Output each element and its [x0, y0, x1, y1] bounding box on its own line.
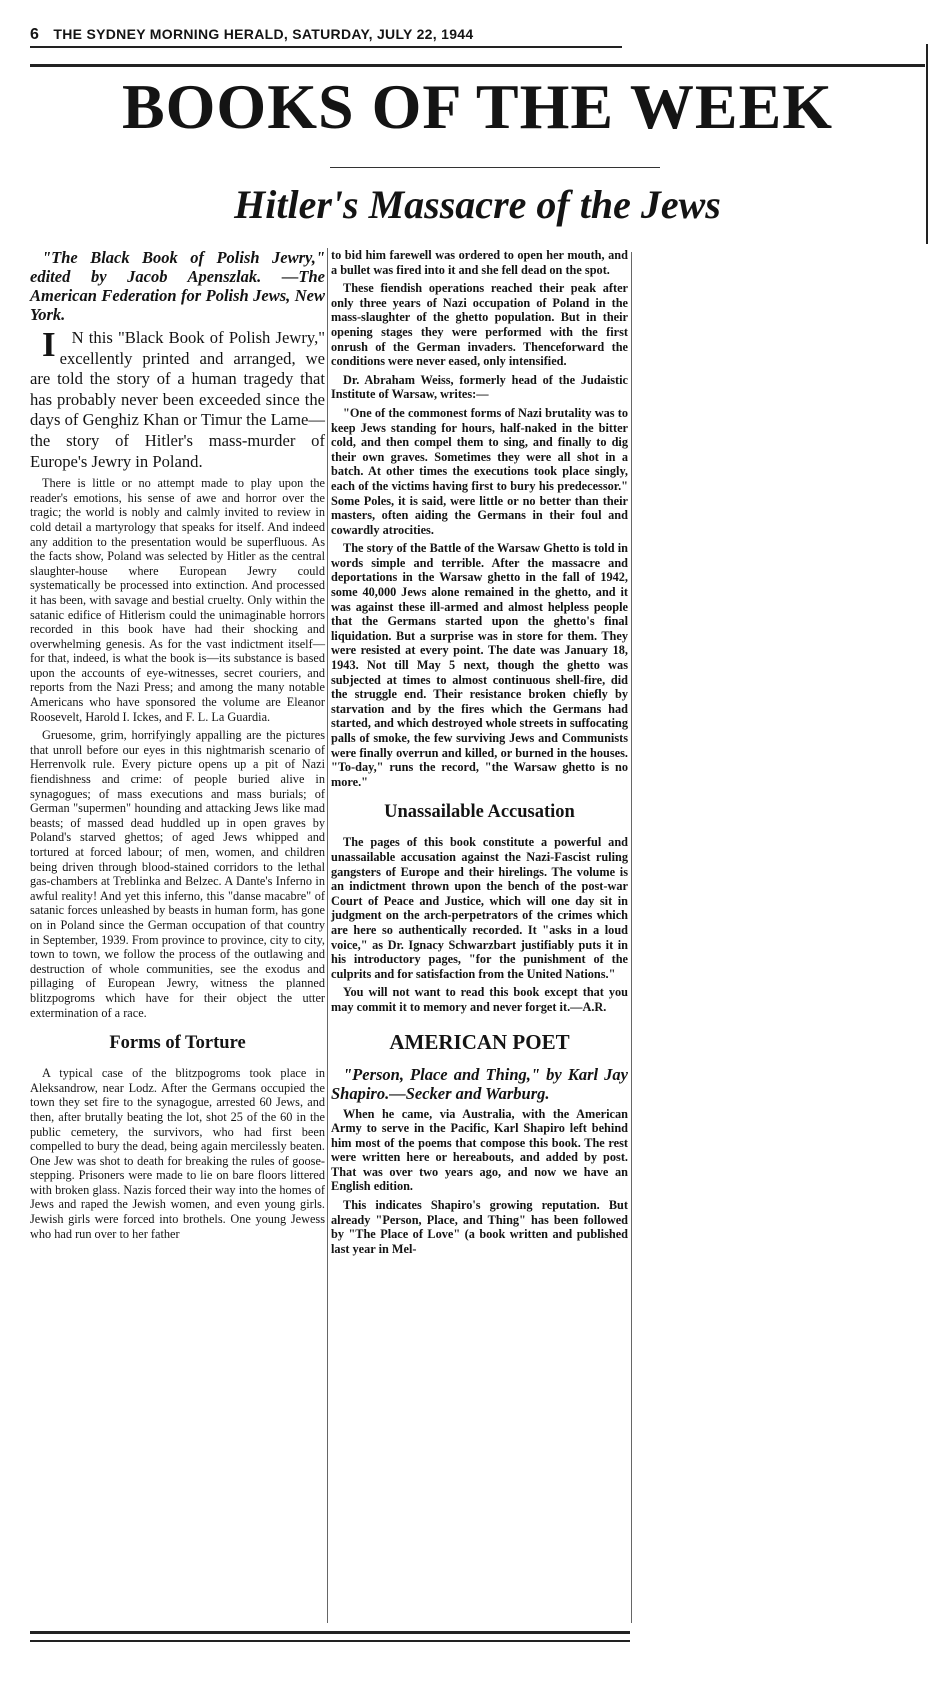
column-rule-right — [631, 252, 632, 1623]
second-article-headline: AMERICAN POET — [389, 1029, 570, 1054]
body-paragraph: A typical case of the blitzpogroms took place in Aleksandrow, near Lodz. After the Germans occupied the town they set fire to the synagogue, arrested 60 Jews, and then, after brutally beating the lot, shot 25 of the 60 in the public cemetery, the survivors, who had first been compelled to bury the dead, being again mercilessly beaten. One Jew was shot to death for breaking the rules of goose-stepping. Prisoners were made to lie on bare floors littered with broken glass. Nazis forced their way into the homes of Jews and raped the Jewish women, and even young girls. Jewish girls were forced into brothels. One young Jewess who had run over to her father — [30, 1066, 325, 1241]
body-paragraph: These fiendish operations reached their peak after only three years of Nazi occupation of Poland in the mass-slaughter of the ghetto population. But in their opening stages they were performed with the first onrush of the German invaders. Thenceforward the conditions were never eased, only intensified. — [331, 281, 628, 369]
body-paragraph: "One of the commonest forms of Nazi brutality was to keep Jews standing for hours, half-naked in the bitter cold, and then compel them to sing, and finally to dig their own graves. Sometimes they were all shot in a batch. At other times the executions took place singly, each of the victims having first to bury his predecessor." Some Poles, it is said, were little or no better than their masters, often aiding the Germans in their foul and cowardly atrocities. — [331, 405, 628, 537]
book-credit: "The Black Book of Polish Jewry," edited by Jacob Apenszlak. —The American Federation for Polish Jews, New York. — [30, 248, 325, 324]
body-paragraph: The pages of this book constitute a powerful and unassailable accusation against the Nazi-Fascist ruling gangsters of Europe and their hirelings. The volume is an indictment thrown upon the bench of the post-war Court of Peace and Justice, which will one day sit in judgment on the arch-perpetrators of the crimes which are here so authentically recorded. It "asks in a loud voice," as Dr. Ignacy Schwarzbart justifiably puts it in his introductory pages, "for the punishment of the culprits and for satisfaction from the United Nations." — [331, 835, 628, 981]
body-paragraph: There is little or no attempt made to play upon the reader's emotions, his sense of awe and horror over the tragic; the world is nobly and calmly invited to review in cold detail a martyrology that speaks for itself. And indeed any addition to the presentation would be superfluous. As the facts show, Poland was selected by Hitler as the central slaughter-house where European Jewry could systematically be processed into extinction. And processed it has been, with savage and bestial cruelty. Only within the satanic edifice of Hitlerism could the unimaginable horrors recorded in this book have had their shocking and overwhelming genesis. As for the vast indictment itself—for that, indeed, is what the book is—its substance is based upon the accounts of eye-witnesses, secret couriers, and reports from the Nazi Press; and among the many notable Americans who have sponsored the volume are Eleanor Roosevelt, Harold I. Ickes, and F. L. La Guardia. — [30, 476, 325, 724]
column-1 — [30, 248, 325, 1245]
body-paragraph: When he came, via Australia, with the American Army to serve in the Pacific, Karl Shapiro left behind him most of the poems that compose this book. The rest were written here or hereabouts, and added by post. That was over two years ago, and now we have an English edition. — [331, 1106, 628, 1194]
second-book-credit: "Person, Place and Thing," by Karl Jay Shapiro.—Secker and Warburg. — [331, 1064, 628, 1103]
top-rule — [30, 64, 925, 67]
title-rule — [330, 167, 660, 168]
subhead-unassailable-accusation: Unassailable Accusation — [384, 802, 575, 823]
section-title: BOOKS OF THE WEEK — [121, 71, 834, 142]
bottom-rule — [30, 1631, 630, 1634]
body-paragraph: Dr. Abraham Weiss, formerly head of the Judaistic Institute of Warsaw, writes:— — [331, 372, 628, 402]
body-paragraph: You will not want to read this book except that you may commit it to memory and never forget it.—A.R. — [331, 985, 628, 1014]
bottom-rule-thin — [30, 1640, 630, 1642]
lead-text: N this "Black Book of Polish Jewry," excellently printed and arranged, we are told the story of a human tragedy that has probably never been exceeded since the days of Genghiz Khan or Timur the Lame—the story of Hitler's mass-murder of Europe's Jewry in Poland. — [30, 328, 325, 471]
column-2 — [331, 248, 628, 1260]
article-headline: Hitler's Massacre of the Jews — [234, 182, 721, 227]
dateline-rule — [30, 46, 622, 48]
dateline-text: THE SYDNEY MORNING HERALD, SATURDAY, JULY 22, 1944 — [53, 26, 474, 42]
lead-paragraph — [30, 325, 325, 472]
dateline — [30, 26, 630, 44]
column-rule — [327, 248, 328, 1623]
body-paragraph: This indicates Shapiro's growing reputation. But already "Person, Place, and Thing" has been followed by "The Place of Love" (a book written and published last year in Mel- — [331, 1198, 628, 1256]
body-paragraph: The story of the Battle of the Warsaw Ghetto is told in words simple and terrible. After the massacre and deportations in the Warsaw ghetto in the fall of 1942, some 40,000 Jews alone remained in the ghetto, and it was against these ill-armed and almost helpless people that the Germans started upon the ghetto's final liquidation. But a surprise was in store for them. They were resisted at every point. The date was January 18, 1943. Not till May 5 next, though the ghetto was subjected at times to almost continuous shell-fire, did the struggle end. Their resistance broken chiefly by starvation and by the fires which the Germans had started, and which destroyed whole streets in suffocating palls of smoke, the few surviving Jews and Communists were finally overrun and killed, or burned in the houses. "To-day," runs the record, "the Warsaw ghetto is no more." — [331, 541, 628, 789]
page-number: 6 — [30, 26, 40, 43]
continuation-paragraph: to bid him farewell was ordered to open her mouth, and a bullet was fired into it and she fell dead on the spot. — [331, 248, 628, 277]
drop-cap: I — [42, 325, 56, 364]
body-paragraph: Gruesome, grim, horrifyingly appalling are the pictures that unroll before our eyes in this nightmarish scenario of Herrenvolk rule. Every picture opens up a pit of Nazi fiendishness and crime: of people buried alive in synagogues; of mass executions and mass burials; of German "supermen" hounding and attacking Jews like mad beasts; of massed dead huddled up in open graves by Poland's starved ghettos; of aged Jews whipped and tortured at forced labour; of men, women, and children being driven through blood-stained corridors to the lethal gas-chambers at Treblinka and Belzec. A Dante's Inferno in awful reality! And yet this inferno, this "danse macabre" of satanic forces unleashed by beasts in human form, has gone on in Poland since the German occupation of that country in September, 1939. From province to province, city to city, town to town, we follow the process of the outlawing and destruction of whole communities, see the exodus and pillaging of European Jewry, witness the planned blitzpogroms which have for their object the utter extermination of a race. — [30, 728, 325, 1020]
subhead-forms-of-torture: Forms of Torture — [109, 1033, 246, 1054]
page-edge-rule — [926, 44, 928, 244]
